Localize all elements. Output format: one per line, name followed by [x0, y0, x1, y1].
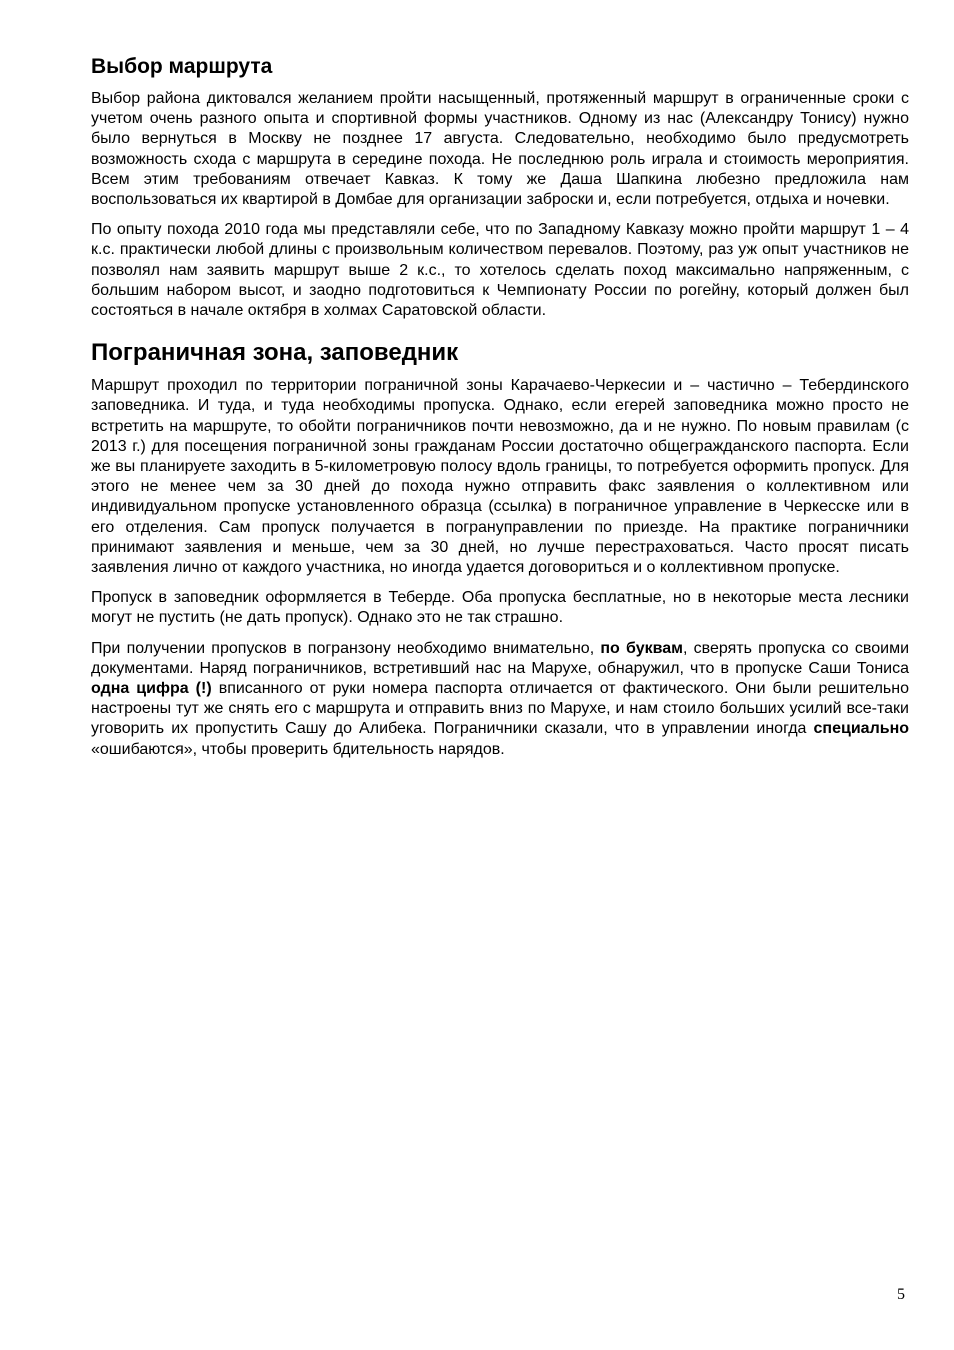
text-run: При получении пропусков в погранзону необходимо внимательно, — [91, 639, 601, 657]
text-run: , сверять пропуска со своими документами. Наряд пограничников, встретивший нас на Марухе, обнаружил, что в пропуске Саши Тониса — [91, 639, 909, 677]
paragraph-border-zone-2: Пропуск в заповедник оформляется в Теберде. Оба пропуска бесплатные, но в некоторые места лесники могут не пустить (не дать пропуск). Однако это не так страшно. — [91, 589, 909, 627]
document-page — [91, 54, 909, 770]
paragraph-route-choice-1: Выбор района диктовался желанием пройти насыщенный, протяженный маршрут в ограниченные сроки с учетом очень разного опыта и спортивной формы участников. Одному из нас (Александру Тонису) нужно было вернуться в Москву не позднее 17 августа. Следовательно, необходимо было предусмотреть возможность схода с маршрута в середине похода. Не последнюю роль играла и стоимость мероприятия. Всем этим требованиям отвечает Кавказ. К тому же Даша Шапкина любезно предложила нам воспользоваться их квартирой в Домбае для организации заброски и, если потребуется, отдыха и ночевки. — [91, 90, 909, 209]
paragraph-route-choice-2: По опыту похода 2010 года мы представляли себе, что по Западному Кавказу можно пройти маршрут 1 – 4 к.с. практически любой длины с произвольным количеством перевалов. Поэтому, раз уж опыт участников не позволял нам заявить маршрут выше 2 к.с., то хотелось сделать поход максимально напряженным, с большим набором высот, и заодно подготовиться к Чемпионату России по рогейну, который должен был состояться в начале октября в холмах Саратовской области. — [91, 221, 909, 320]
section-heading-border-zone: Пограничная зона, заповедник — [91, 339, 459, 367]
page-number: 5 — [897, 1286, 905, 1303]
text-run: вписанного от руки номера паспорта отличается от фактического. Они были решительно настроены тут же снять его с маршрута и отправить вниз по Марухе, и нам стоило больших усилий все-таки уговорить их пропустить Сашу до Алибека. Пограничники сказали, что в управлении иногда — [91, 680, 909, 738]
text-run: «ошибаются», чтобы проверить бдительность нарядов. — [91, 740, 505, 758]
paragraph-border-zone-3 — [91, 639, 909, 760]
paragraph-border-zone-1: Маршрут проходил по территории пограничной зоны Карачаево-Черкесии и – частично – Тебердинского заповедника. И туда, и туда необходимы пропуска. Однако, если егерей заповедника можно просто не встретить на маршруте, то обойти пограничников почти невозможно, да и не нужно. По новым правилам (с 2013 г.) для посещения пограничной зоны гражданам России достаточно общегражданского паспорта. Если же вы планируете заходить в 5-километровую полосу вдоль границы, то потребуется оформить пропуск. Для этого не менее чем за 30 дней до похода нужно отправить факс заявления о коллективном или индивидуальном пропуске установленного образца (ссылка) в пограничное управление в Черкесске или в его отделения. Сам пропуск получается в погрануправлении по приезде. На практике пограничники принимают заявления и меньше, чем за 30 дней, но лучше перестраховаться. Часто просят писать заявления лично от каждого участника, но иногда удается договориться и о коллективном пропуске. — [91, 377, 909, 577]
bold-emphasis: одна цифра (!) — [91, 680, 212, 698]
section-heading-route-choice: Выбор маршрута — [91, 55, 273, 78]
bold-emphasis: специально — [813, 720, 909, 738]
bold-emphasis: по буквам — [600, 639, 683, 657]
